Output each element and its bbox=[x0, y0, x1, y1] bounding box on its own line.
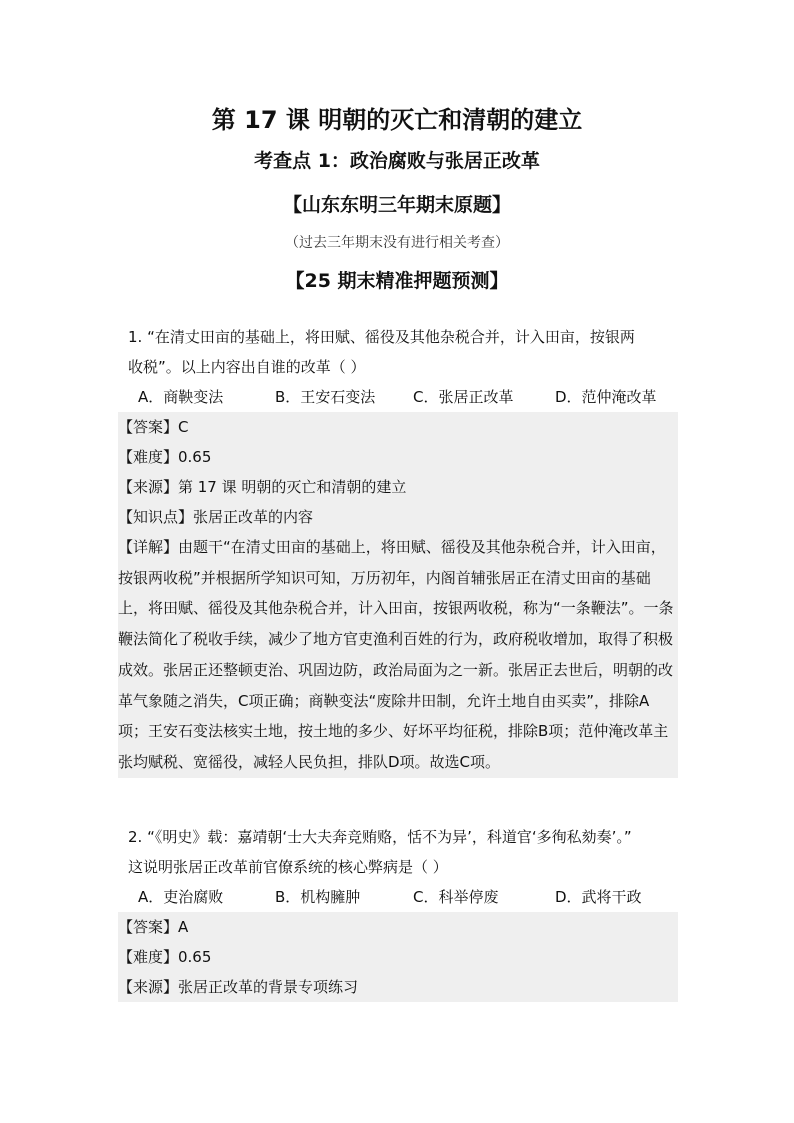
question-1-stem-line1: 1. “在清丈田亩的基础上，将田赋、徭役及其他杂税合并，计入田亩，按银两 bbox=[128, 328, 635, 346]
option-c: C．科举停废 bbox=[413, 888, 499, 906]
answer-line: 【答案】A bbox=[118, 912, 678, 942]
section-predict-heading: 【25 期末精准押题预测】 bbox=[285, 270, 509, 292]
option-a: A．吏治腐败 bbox=[138, 888, 224, 906]
option-b: B．机构臃肿 bbox=[275, 888, 361, 906]
option-a: A．商鞅变法 bbox=[138, 388, 224, 406]
option-d: D．范仲淹改革 bbox=[555, 388, 657, 406]
question-1 bbox=[118, 322, 678, 778]
page-subtitle: 考查点 1：政治腐败与张居正改革 bbox=[254, 150, 540, 172]
question-2 bbox=[118, 822, 678, 1002]
difficulty-line: 【难度】0.65 bbox=[118, 942, 678, 972]
source-line: 【来源】张居正改革的背景专项练习 bbox=[118, 972, 678, 1002]
answer-line: 【答案】C bbox=[118, 412, 678, 442]
difficulty-line: 【难度】0.65 bbox=[118, 442, 678, 472]
question-1-stem-line2: 收税”。以上内容出自谁的改革（ ） bbox=[128, 358, 366, 376]
option-c: C．张居正改革 bbox=[413, 388, 514, 406]
question-2-stem-line1: 2. “《明史》载：嘉靖朝‘士大夫奔竞贿赂，恬不为异’，科道官‘多徇私劾奏’。” bbox=[128, 828, 632, 846]
section-original-note: （过去三年期末没有进行相关考查） bbox=[285, 235, 509, 251]
explanation-paragraph: 【详解】由题干“在清丈田亩的基础上，将田赋、徭役及其他杂税合并，计入田亩，按银两收税”并根据所学知识可知，万历初年，内阁首辅张居正在清丈田亩的基础上，将田赋、徭役及其他杂税合并，计入田亩，按银两收税，称为“一条鞭法”。一条鞭法简化了税收手续，减少了地方官吏渔利百姓的行为，政府税收增加，取得了积极成效。张居正还整顿吏治、巩固边防，政治局面为之一新。张居正去世后，明朝的改革气象随之消失，C项正确；商鞅变法“废除井田制，允许土地自由买卖”，排除A项；王安石变法核实土地，按土地的多少、好坏平均征税，排除B项；范仲淹改革主张均赋税、宽徭役，减轻人民负担，排队D项。故选C项。 bbox=[118, 532, 678, 778]
option-d: D．武将干政 bbox=[555, 888, 642, 906]
question-1-options bbox=[118, 382, 678, 412]
page-title: 第 17 课 明朝的灭亡和清朝的建立 bbox=[211, 106, 583, 134]
knowledge-line: 【知识点】张居正改革的内容 bbox=[118, 502, 678, 532]
section-original-heading: 【山东东明三年期末原题】 bbox=[282, 194, 511, 216]
source-line: 【来源】第 17 课 明朝的灭亡和清朝的建立 bbox=[118, 472, 678, 502]
question-2-options bbox=[118, 882, 678, 912]
question-2-stem-line2: 这说明张居正改革前官僚系统的核心弊病是（ ） bbox=[128, 858, 448, 876]
option-b: B．王安石变法 bbox=[275, 388, 376, 406]
